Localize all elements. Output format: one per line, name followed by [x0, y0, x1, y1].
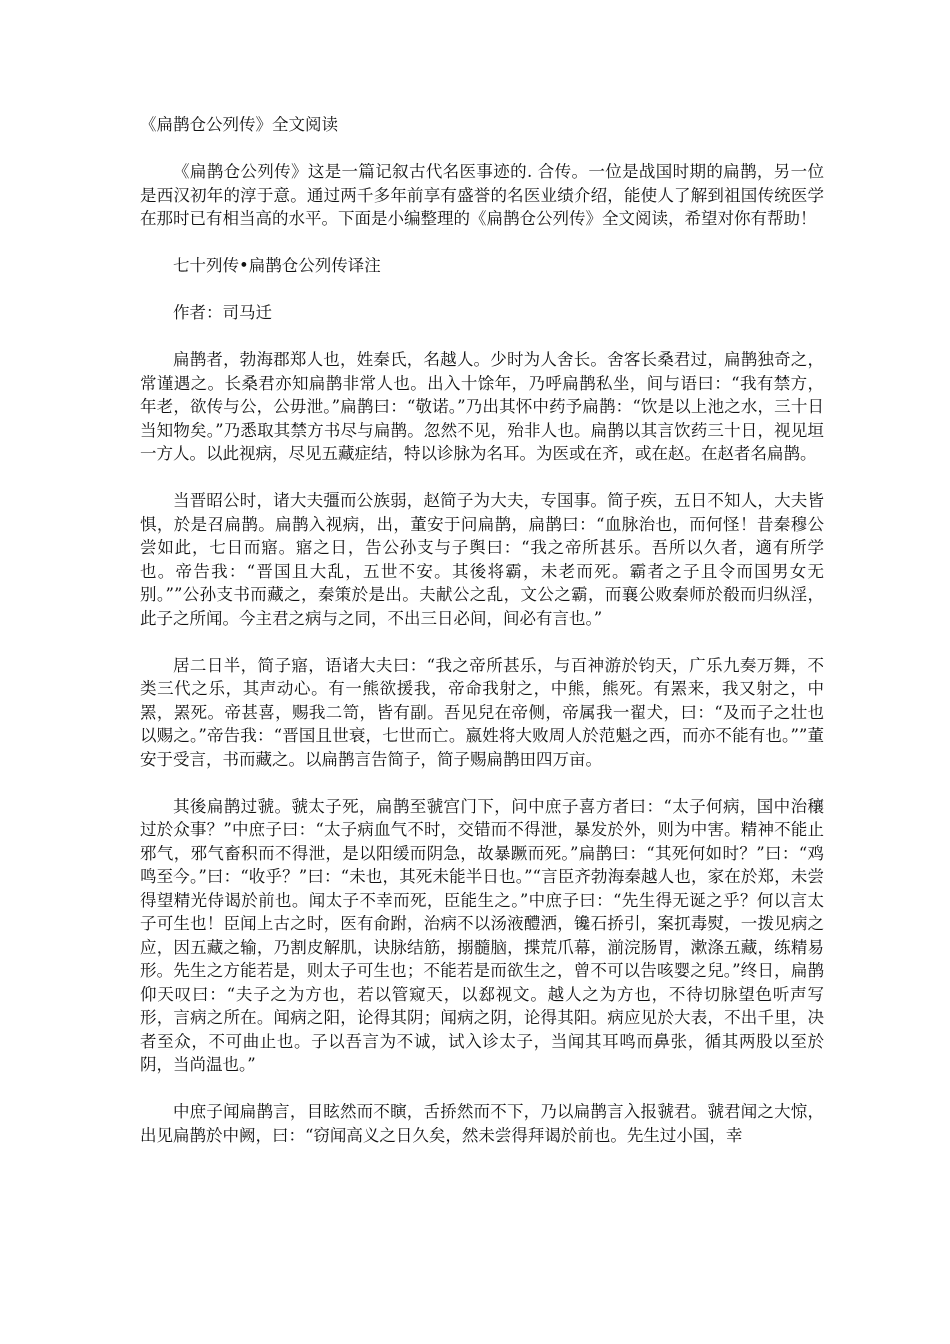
body-paragraph-2: 当晋昭公时，诸大夫彊而公族弱，赵简子为大夫，专国事。简子疾，五日不知人，大夫皆惧，於是召扁鹊。扁鹊入视病，出，董安于问扁鹊，扁鹊曰：“血脉治也，而何怪！昔秦穆公尝如此，七日而寤。寤之日，告公孙支与子舆曰：“我之帝所甚乐。吾所以久者，適有所学也。帝告我：“晋国且大乱，五世不安。其後将霸，未老而死。霸者之子且令而国男女无别。””公孙支书而藏之，秦策於是出。夫献公之乱，文公之霸，而襄公败秦师於殽而归纵淫，此子之所闻。今主君之病与之同，不出三日必间，间必有言也。” [140, 491, 824, 628]
body-paragraph-1: 扁鹊者，勃海郡郑人也，姓秦氏，名越人。少时为人舍长。舍客长桑君过，扁鹊独奇之，常谨遇之。长桑君亦知扁鹊非常人也。出入十馀年，乃呼扁鹊私坐，间与语曰：“我有禁方，年老，欲传与公，公毋泄。”扁鹊曰：“敬诺。”乃出其怀中药予扁鹊：“饮是以上池之水，三十日当知物矣。”乃悉取其禁方书尽与扁鹊。忽然不见，殆非人也。扁鹊以其言饮药三十日，视见垣一方人。以此视病，尽见五藏症结，特以诊脉为名耳。为医或在齐，或在赵。在赵者名扁鹊。 [140, 350, 824, 463]
body-paragraph-3: 居二日半，简子寤，语诸大夫曰：“我之帝所甚乐，与百神游於钧天，广乐九奏万舞，不类三代之乐，其声动心。有一熊欲援我，帝命我射之，中熊，熊死。有罴来，我又射之，中罴，罴死。帝甚喜，赐我二笥，皆有副。吾见兒在帝侧，帝属我一翟犬，曰：“及而子之壮也以赐之。”帝告我：“晋国且世衰，七世而亡。嬴姓将大败周人於范魁之西，而亦不能有也。””董安于受言，书而藏之。以扁鹊言告简子，简子赐扁鹊田四万亩。 [140, 655, 824, 769]
document-subtitle: 七十列传•扁鹊仓公列传译注 [173, 256, 381, 275]
author-line: 作者：司马迁 [173, 303, 272, 322]
body-paragraph-4: 其後扁鹊过虢。虢太子死，扁鹊至虢宫门下，问中庶子喜方者曰：“太子何病，国中治穰过於众事？”中庶子曰：“太子病血气不时，交错而不得泄，暴发於外，则为中害。精神不能止邪气，邪气畜积而不得泄，是以阳缓而阴急，故暴蹶而死。”扁鹊曰：“其死何如时？”曰：“鸡鸣至今。”曰：“收乎？”曰：“未也，其死未能半日也。”“言臣齐勃海秦越人也，家在於郑，未尝得望精光侍谒於前也。闻太子不幸而死，臣能生之。”中庶子曰：“先生得无诞之乎？何以言太子可生也！臣闻上古之时，医有俞跗，治病不以汤液醴洒，镵石挢引，案扤毒熨，一拨见病之应，因五藏之输，乃割皮解肌，诀脉结筋，搦髓脑，揲荒爪幕，湔浣肠胃，漱涤五藏，练精易形。先生之方能若是，则太子可生也；不能若是而欲生之，曾不可以告咳婴之兒。”终日，扁鹊仰天叹曰：“夫子之为方也，若以管窥天，以郄视文。越人之为方也，不待切脉望色听声写形，言病之所在。闻病之阳，论得其阴；闻病之阴，论得其阳。病应见於大表，不出千里，决者至众，不可曲止也。子以吾言为不诚，试入诊太子，当闻其耳鸣而鼻张，循其两股以至於阴，当尚温也。” [140, 796, 824, 1074]
document-title: 《扁鹊仓公列传》全文阅读 [140, 115, 338, 134]
body-paragraph-5: 中庶子闻扁鹊言，目眩然而不瞚，舌挢然而不下，乃以扁鹊言入报虢君。虢君闻之大惊，出见扁鹊於中阙，曰：“窃闻高义之日久矣，然未尝得拜谒於前也。先生过小国，幸 [140, 1102, 824, 1145]
intro-paragraph: 《扁鹊仓公列传》这是一篇记叙古代名医事迹的. 合传。一位是战国时期的扁鹊，另一位是西汉初年的淳于意。通过两千多年前享有盛誉的名医业绩介绍，能使人了解到祖国传统医学在那时已有相当高的水平。下面是小编整理的《扁鹊仓公列传》全文阅读，希望对你有帮助！ [140, 162, 824, 228]
document-body [140, 113, 824, 1171]
